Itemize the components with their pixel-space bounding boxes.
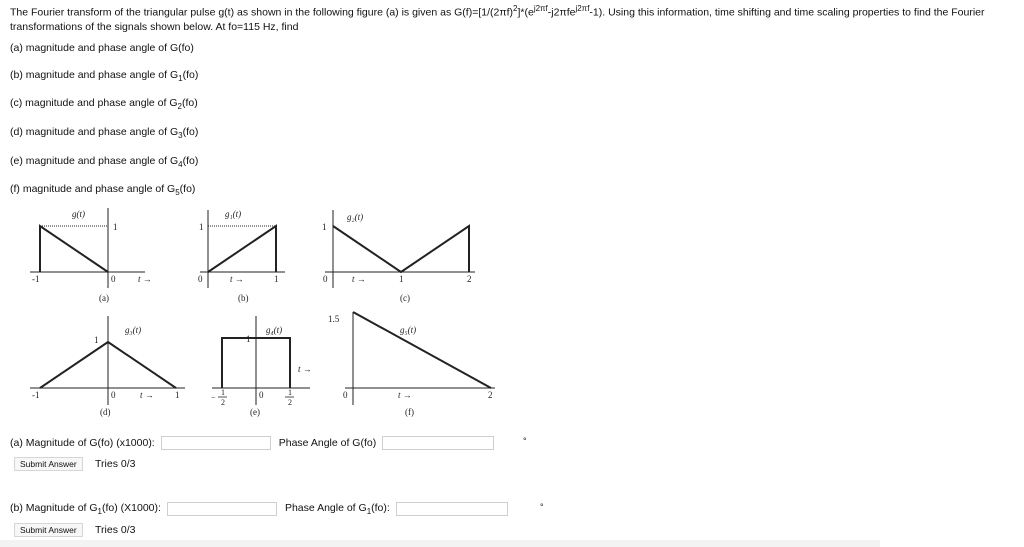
tick-c-1: 1 — [399, 274, 404, 284]
phase-input-a[interactable] — [382, 436, 494, 450]
magnitude-label-a: (a) Magnitude of G(fo) (x1000): — [10, 437, 155, 449]
tick-c-2: 2 — [467, 274, 472, 284]
label-b-signal: g₁(t) — [225, 209, 242, 219]
magnitude-label-b: (b) Magnitude of $G_1(fo)$ (X1000): — [10, 502, 161, 517]
tick-e-half-den: 2 — [288, 398, 292, 407]
degree-symbol-b: ° — [540, 502, 544, 512]
tick-f-1.5: 1.5 — [328, 314, 340, 324]
caption-c: (c) — [400, 293, 410, 303]
question-e: (e) magnitude and phase angle of $G_4(fo)$ — [10, 155, 199, 170]
answer-row-a — [10, 436, 494, 450]
axis-c-t: t → — [352, 274, 366, 284]
question-c: (c) magnitude and phase angle of $G_2(fo)$ — [10, 97, 198, 112]
tries-counter-b: Tries 0/3 — [95, 524, 136, 536]
tick-c-0: 0 — [323, 274, 328, 284]
signal-c-waveform — [333, 226, 469, 272]
intro-text-2: ]*(e — [517, 6, 534, 19]
phase-label-b: Phase Angle of $G_1(fo)$: — [284, 502, 390, 517]
intro-sup-3: j2πf — [575, 4, 590, 13]
label-d-signal: g₃(t) — [125, 325, 142, 335]
question-f: (f) magnitude and phase angle of $G_5(fo)$ — [10, 183, 196, 198]
caption-f: (f) — [405, 407, 414, 417]
phase-input-b[interactable] — [396, 502, 508, 516]
tick-e-minus: − — [211, 393, 216, 402]
signal-f-waveform — [353, 312, 491, 388]
tick-e-neghalf-den: 2 — [221, 398, 225, 407]
axis-f-t: t → — [398, 390, 412, 400]
caption-b: (b) — [238, 293, 249, 303]
axis-b-t: t → — [230, 274, 244, 284]
tick-b-0: 0 — [198, 274, 203, 284]
axis-d-t: t → — [140, 390, 154, 400]
tick-d-1: 1 — [175, 390, 180, 400]
tick-a-neg1: -1 — [32, 274, 40, 284]
tick-d-0: 0 — [111, 390, 116, 400]
intro-sup-2: j2πf — [533, 4, 548, 13]
caption-e: (e) — [250, 407, 260, 417]
intro-text-1: The Fourier transform of the triangular pulse g(t) as shown in the following figure (a) is given as G(f)=[1/(2πf) — [10, 6, 514, 19]
answer-row-b — [10, 502, 508, 516]
tick-b-1x: 1 — [274, 274, 279, 284]
problem-statement — [10, 2, 1020, 34]
tick-e-neghalf-num: 1 — [221, 388, 225, 397]
question-a: (a) magnitude and phase angle of G(fo) — [10, 42, 194, 54]
intro-sup-1: 2 — [513, 4, 518, 13]
tick-f-2: 2 — [488, 390, 493, 400]
tick-a-0: 0 — [111, 274, 116, 284]
axis-a-t: t → — [138, 274, 152, 284]
intro-text-3: -j2πfe — [547, 6, 576, 19]
tick-e-0: 0 — [259, 390, 264, 400]
degree-symbol-a: ° — [523, 436, 527, 446]
submit-answer-button-a[interactable]: Submit Answer — [14, 457, 83, 471]
phase-label-a: Phase Angle of G(fo) — [278, 437, 377, 449]
caption-d: (d) — [100, 407, 111, 417]
question-d: (d) magnitude and phase angle of $G_3(fo)$ — [10, 126, 199, 141]
question-b: (b) magnitude and phase angle of $G_1(fo)$ — [10, 69, 199, 84]
label-f-signal: g₅(t) — [400, 325, 417, 335]
magnitude-input-b[interactable] — [167, 502, 277, 516]
signal-b-waveform — [208, 226, 276, 272]
tick-e-1y: 1 — [246, 334, 251, 344]
tries-counter-a: Tries 0/3 — [95, 458, 136, 470]
tick-f-0: 0 — [343, 390, 348, 400]
label-c-signal: g₂(t) — [347, 212, 364, 222]
tick-b-1y: 1 — [199, 222, 204, 232]
label-a-signal: g(t) — [72, 209, 85, 219]
tick-d-neg1: -1 — [32, 390, 40, 400]
submit-answer-button-b[interactable]: Submit Answer — [14, 523, 83, 537]
signal-figures — [0, 200, 520, 425]
tick-a-1: 1 — [113, 222, 118, 232]
signal-a-waveform — [40, 226, 108, 272]
caption-a: (a) — [99, 293, 109, 303]
intro-text-4: -1). Using this information, time shifting and time scaling properties to find the Fourier transformations of the signals shown below. At fo=115 Hz, find — [10, 6, 985, 33]
magnitude-input-a[interactable] — [161, 436, 271, 450]
label-e-signal: g₄(t) — [266, 325, 283, 335]
tick-e-half-num: 1 — [288, 388, 292, 397]
footer-strip — [0, 540, 880, 547]
tick-c-1y: 1 — [322, 222, 327, 232]
axis-e-t: t → — [298, 364, 312, 374]
tick-d-1y: 1 — [94, 335, 99, 345]
